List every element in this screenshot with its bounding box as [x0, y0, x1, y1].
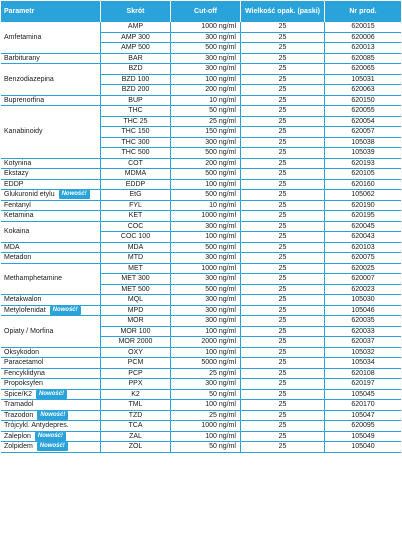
- pack-size-cell: 25: [241, 432, 325, 443]
- new-badge: Nowość!: [59, 190, 90, 199]
- product-number-cell: 620195: [325, 211, 401, 222]
- abbreviation-cell: BZD 100: [101, 75, 171, 86]
- product-number-cell: 105030: [325, 295, 401, 306]
- pack-size-cell: 25: [241, 33, 325, 44]
- parameter-name: Metylofenidat: [4, 306, 46, 314]
- pack-size-cell: 25: [241, 243, 325, 254]
- product-number-cell: 620190: [325, 201, 401, 212]
- abbreviation-cell: TML: [101, 400, 171, 411]
- pack-size-cell: 25: [241, 201, 325, 212]
- product-number-cell: 620007: [325, 274, 401, 285]
- cutoff-cell: 1000 ng/ml: [171, 211, 241, 222]
- parameter-cell: [1, 64, 101, 96]
- parameter-cell: [1, 421, 101, 432]
- table-body: [1, 22, 401, 558]
- abbreviation-cell: MTD: [101, 253, 171, 264]
- parameter-name: Metadon: [4, 254, 32, 262]
- abbreviation-cell: KET: [101, 211, 171, 222]
- cutoff-cell: 100 ng/ml: [171, 348, 241, 359]
- abbreviation-cell: BZD: [101, 64, 171, 75]
- parameter-cell: [1, 169, 101, 180]
- pack-size-cell: 25: [241, 253, 325, 264]
- product-number-cell: 105062: [325, 190, 401, 201]
- parameter-name: Propoksyfen: [4, 380, 43, 388]
- product-number-cell: 620015: [325, 22, 401, 33]
- parameter-name: Kokaina: [4, 228, 30, 235]
- product-number-cell: 620054: [325, 117, 401, 128]
- product-number-cell: 620160: [325, 180, 401, 191]
- parameter-name: Trazodon: [4, 411, 34, 419]
- pack-size-cell: 25: [241, 390, 325, 401]
- pack-size-cell: 25: [241, 190, 325, 201]
- parameter-name: Benzodiazepina: [4, 75, 54, 83]
- cutoff-cell: 50 ng/ml: [171, 442, 241, 453]
- abbreviation-cell: MDA: [101, 243, 171, 254]
- parameter-cell: [1, 222, 101, 243]
- cutoff-cell: 100 ng/ml: [171, 180, 241, 191]
- product-number-cell: 620033: [325, 327, 401, 338]
- product-number-cell: 620055: [325, 106, 401, 117]
- parameter-name: Methamphetamine: [4, 275, 62, 283]
- parameter-name: Buprenorfina: [4, 96, 45, 104]
- parameter-name: Kotynina: [4, 159, 32, 167]
- parameter-name: Oksykodon: [4, 348, 40, 356]
- abbreviation-cell: ZAL: [101, 432, 171, 443]
- pack-size-cell: 25: [241, 96, 325, 107]
- parameter-name: Amfetamina: [4, 33, 42, 41]
- cutoff-cell: 300 ng/ml: [171, 379, 241, 390]
- parameter-cell: [1, 159, 101, 170]
- new-badge: Nowość!: [37, 442, 68, 451]
- parameter-cell: [1, 211, 101, 222]
- abbreviation-cell: PPX: [101, 379, 171, 390]
- parameter-cell: [1, 96, 101, 107]
- parameter-cell: [1, 411, 101, 422]
- abbreviation-cell: COC: [101, 222, 171, 233]
- pack-size-cell: 25: [241, 127, 325, 138]
- cutoff-cell: 200 ng/ml: [171, 85, 241, 96]
- product-number-cell: 105046: [325, 306, 401, 317]
- parameter-cell: [1, 442, 101, 453]
- cutoff-cell: 300 ng/ml: [171, 316, 241, 327]
- pack-size-cell: 25: [241, 327, 325, 338]
- parameter-cell: [1, 54, 101, 65]
- product-number-cell: 620197: [325, 379, 401, 390]
- parameter-cell: [1, 190, 101, 201]
- cutoff-cell: 100 ng/ml: [171, 232, 241, 243]
- abbreviation-cell: BZD 200: [101, 85, 171, 96]
- abbreviation-cell: MPD: [101, 306, 171, 317]
- parameter-cell: [1, 390, 101, 401]
- product-number-cell: 620006: [325, 33, 401, 44]
- abbreviation-cell: THC 150: [101, 127, 171, 138]
- cutoff-cell: 300 ng/ml: [171, 138, 241, 149]
- cutoff-cell: 300 ng/ml: [171, 306, 241, 317]
- pack-size-cell: 25: [241, 138, 325, 149]
- parameter-cell: [1, 379, 101, 390]
- product-number-cell: 620108: [325, 369, 401, 380]
- pack-size-cell: 25: [241, 348, 325, 359]
- product-number-cell: 105034: [325, 358, 401, 369]
- parameter-name: Kanabinoidy: [4, 128, 43, 136]
- pack-size-cell: 25: [241, 306, 325, 317]
- parameter-name: MDA: [4, 243, 20, 251]
- pack-size-cell: 25: [241, 264, 325, 275]
- abbreviation-cell: MDMA: [101, 169, 171, 180]
- pack-size-cell: 25: [241, 232, 325, 243]
- cutoff-cell: 25 ng/ml: [171, 117, 241, 128]
- pack-size-cell: 25: [241, 64, 325, 75]
- abbreviation-cell: MOR 100: [101, 327, 171, 338]
- product-number-cell: 620103: [325, 243, 401, 254]
- cutoff-cell: 1000 ng/ml: [171, 22, 241, 33]
- parameter-name: Paracetamol: [4, 359, 44, 367]
- parameter-name: Ekstazy: [4, 170, 29, 178]
- cutoff-cell: 100 ng/ml: [171, 400, 241, 411]
- parameter-name: Trójcykl. Antydepres.: [4, 422, 69, 430]
- pack-size-cell: 25: [241, 22, 325, 33]
- header-product-number: Nr prod.: [349, 7, 377, 15]
- cutoff-cell: 300 ng/ml: [171, 33, 241, 44]
- parameter-cell: [1, 295, 101, 306]
- pack-size-cell: 25: [241, 180, 325, 191]
- parameter-cell: [1, 306, 101, 317]
- product-number-cell: 620023: [325, 285, 401, 296]
- parameter-cell: [1, 400, 101, 411]
- abbreviation-cell: AMP 500: [101, 43, 171, 54]
- abbreviation-cell: MET 500: [101, 285, 171, 296]
- abbreviation-cell: AMP 300: [101, 33, 171, 44]
- product-number-cell: 105040: [325, 442, 401, 453]
- product-number-cell: 105038: [325, 138, 401, 149]
- abbreviation-cell: THC 300: [101, 138, 171, 149]
- parameter-name: Zolpidem: [4, 443, 33, 451]
- product-number-cell: 620025: [325, 264, 401, 275]
- cutoff-cell: 300 ng/ml: [171, 253, 241, 264]
- abbreviation-cell: MOR: [101, 316, 171, 327]
- abbreviation-cell: EDDP: [101, 180, 171, 191]
- pack-size-cell: 25: [241, 211, 325, 222]
- parameter-cell: [1, 22, 101, 54]
- pack-size-cell: 25: [241, 379, 325, 390]
- parameter-cell: [1, 243, 101, 254]
- parameter-name: Ketamina: [4, 212, 34, 220]
- pack-size-cell: 25: [241, 400, 325, 411]
- parameter-cell: [1, 358, 101, 369]
- abbreviation-cell: MQL: [101, 295, 171, 306]
- abbreviation-cell: PCM: [101, 358, 171, 369]
- product-number-cell: 620170: [325, 400, 401, 411]
- pack-size-cell: 25: [241, 148, 325, 159]
- parameter-name: Tramadol: [4, 401, 34, 409]
- pack-size-cell: 25: [241, 358, 325, 369]
- cutoff-cell: 500 ng/ml: [171, 169, 241, 180]
- abbreviation-cell: TZD: [101, 411, 171, 422]
- pack-size-cell: 25: [241, 285, 325, 296]
- abbreviation-cell: THC: [101, 106, 171, 117]
- abbreviation-cell: MET 300: [101, 274, 171, 285]
- pack-size-cell: 25: [241, 411, 325, 422]
- cutoff-cell: 1000 ng/ml: [171, 264, 241, 275]
- abbreviation-cell: BAR: [101, 54, 171, 65]
- parameter-cell: [1, 264, 101, 296]
- cutoff-cell: 500 ng/ml: [171, 285, 241, 296]
- product-number-cell: 620150: [325, 96, 401, 107]
- product-number-cell: 620193: [325, 159, 401, 170]
- parameter-name: Metakwalon: [4, 296, 42, 304]
- abbreviation-cell: TCA: [101, 421, 171, 432]
- parameter-name: Zaleplon: [4, 432, 31, 440]
- product-number-cell: 620065: [325, 64, 401, 75]
- product-number-cell: 620095: [325, 421, 401, 432]
- cutoff-cell: 2000 ng/ml: [171, 337, 241, 348]
- abbreviation-cell: K2: [101, 390, 171, 401]
- parameter-cell: [1, 201, 101, 212]
- abbreviation-cell: THC 500: [101, 148, 171, 159]
- cutoff-cell: 50 ng/ml: [171, 390, 241, 401]
- abbreviation-cell: BUP: [101, 96, 171, 107]
- abbreviation-cell: COT: [101, 159, 171, 170]
- parameter-name: Spice/K2: [4, 390, 33, 398]
- product-number-cell: 620105: [325, 169, 401, 180]
- parameter-name: Glukuronid etylu: [4, 191, 55, 199]
- parameter-cell: [1, 106, 101, 159]
- cutoff-cell: 300 ng/ml: [171, 64, 241, 75]
- abbreviation-cell: COC 100: [101, 232, 171, 243]
- cutoff-cell: 300 ng/ml: [171, 54, 241, 65]
- cutoff-cell: 500 ng/ml: [171, 148, 241, 159]
- product-number-cell: 105049: [325, 432, 401, 443]
- product-number-cell: 620043: [325, 232, 401, 243]
- cutoff-cell: 100 ng/ml: [171, 327, 241, 338]
- pack-size-cell: 25: [241, 43, 325, 54]
- pack-size-cell: 25: [241, 442, 325, 453]
- new-badge: Nowość!: [37, 411, 68, 420]
- parameter-cell: [1, 253, 101, 264]
- product-number-cell: 620037: [325, 337, 401, 348]
- new-badge: Nowość!: [50, 306, 81, 315]
- product-number-cell: 105031: [325, 75, 401, 86]
- pack-size-cell: 25: [241, 169, 325, 180]
- pack-size-cell: 25: [241, 117, 325, 128]
- cutoff-cell: 300 ng/ml: [171, 295, 241, 306]
- product-number-cell: 620075: [325, 253, 401, 264]
- abbreviation-cell: THC 25: [101, 117, 171, 128]
- parameter-name: Fencyklidyna: [4, 369, 45, 377]
- cutoff-cell: 100 ng/ml: [171, 75, 241, 86]
- parameter-name: EDDP: [4, 180, 24, 188]
- cutoff-cell: 150 ng/ml: [171, 127, 241, 138]
- header-cutoff: Cut-off: [171, 1, 241, 22]
- pack-size-cell: 25: [241, 222, 325, 233]
- parameter-cell: [1, 369, 101, 380]
- parameter-cell: [1, 180, 101, 191]
- pack-size-cell: 25: [241, 106, 325, 117]
- product-table: [1, 1, 401, 558]
- cutoff-cell: 100 ng/ml: [171, 432, 241, 443]
- parameter-cell: [1, 348, 101, 359]
- product-number-cell: 620045: [325, 222, 401, 233]
- table-header: [1, 1, 401, 22]
- parameter-cell: [1, 432, 101, 443]
- product-number-cell: 620035: [325, 316, 401, 327]
- pack-size-cell: 25: [241, 159, 325, 170]
- abbreviation-cell: PCP: [101, 369, 171, 380]
- cutoff-cell: 10 ng/ml: [171, 201, 241, 212]
- cutoff-cell: 500 ng/ml: [171, 43, 241, 54]
- product-number-cell: 105039: [325, 148, 401, 159]
- pack-size-cell: 25: [241, 295, 325, 306]
- header-parametr: Parametr: [1, 1, 101, 22]
- header-skrot: Skrót: [101, 1, 171, 22]
- cutoff-cell: 5000 ng/ml: [171, 358, 241, 369]
- product-number-cell: 105032: [325, 348, 401, 359]
- pack-size-cell: 25: [241, 75, 325, 86]
- parameter-cell: [1, 316, 101, 348]
- new-badge: Nowość!: [36, 390, 67, 399]
- cutoff-cell: 500 ng/ml: [171, 190, 241, 201]
- product-number-cell: 105047: [325, 411, 401, 422]
- product-number-cell: 620013: [325, 43, 401, 54]
- new-badge: Nowość!: [35, 432, 66, 441]
- product-number-cell: 620063: [325, 85, 401, 96]
- product-number-cell: 105045: [325, 390, 401, 401]
- pack-size-cell: 25: [241, 274, 325, 285]
- parameter-name: Barbiturany: [4, 54, 40, 62]
- pack-size-cell: 25: [241, 369, 325, 380]
- cutoff-cell: 50 ng/ml: [171, 106, 241, 117]
- cutoff-cell: 25 ng/ml: [171, 369, 241, 380]
- abbreviation-cell: ZOL: [101, 442, 171, 453]
- cutoff-cell: 25 ng/ml: [171, 411, 241, 422]
- cutoff-cell: 300 ng/ml: [171, 274, 241, 285]
- abbreviation-cell: EtG: [101, 190, 171, 201]
- parameter-name: Opiaty / Morfina: [4, 327, 54, 335]
- abbreviation-cell: MOR 2000: [101, 337, 171, 348]
- pack-size-cell: 25: [241, 54, 325, 65]
- pack-size-cell: 25: [241, 421, 325, 432]
- product-number-cell: 620057: [325, 127, 401, 138]
- abbreviation-cell: OXY: [101, 348, 171, 359]
- abbreviation-cell: AMP: [101, 22, 171, 33]
- abbreviation-cell: MET: [101, 264, 171, 275]
- abbreviation-cell: FYL: [101, 201, 171, 212]
- cutoff-cell: 500 ng/ml: [171, 243, 241, 254]
- cutoff-cell: 300 ng/ml: [171, 222, 241, 233]
- cutoff-cell: 1000 ng/ml: [171, 421, 241, 432]
- parameter-name: Fentanyl: [4, 201, 31, 209]
- header-pack-size: Wielkość opak. (paski): [241, 1, 325, 22]
- pack-size-cell: 25: [241, 85, 325, 96]
- pack-size-cell: 25: [241, 337, 325, 348]
- cutoff-cell: 200 ng/ml: [171, 159, 241, 170]
- pack-size-cell: 25: [241, 316, 325, 327]
- product-number-cell: 620085: [325, 54, 401, 65]
- cutoff-cell: 10 ng/ml: [171, 96, 241, 107]
